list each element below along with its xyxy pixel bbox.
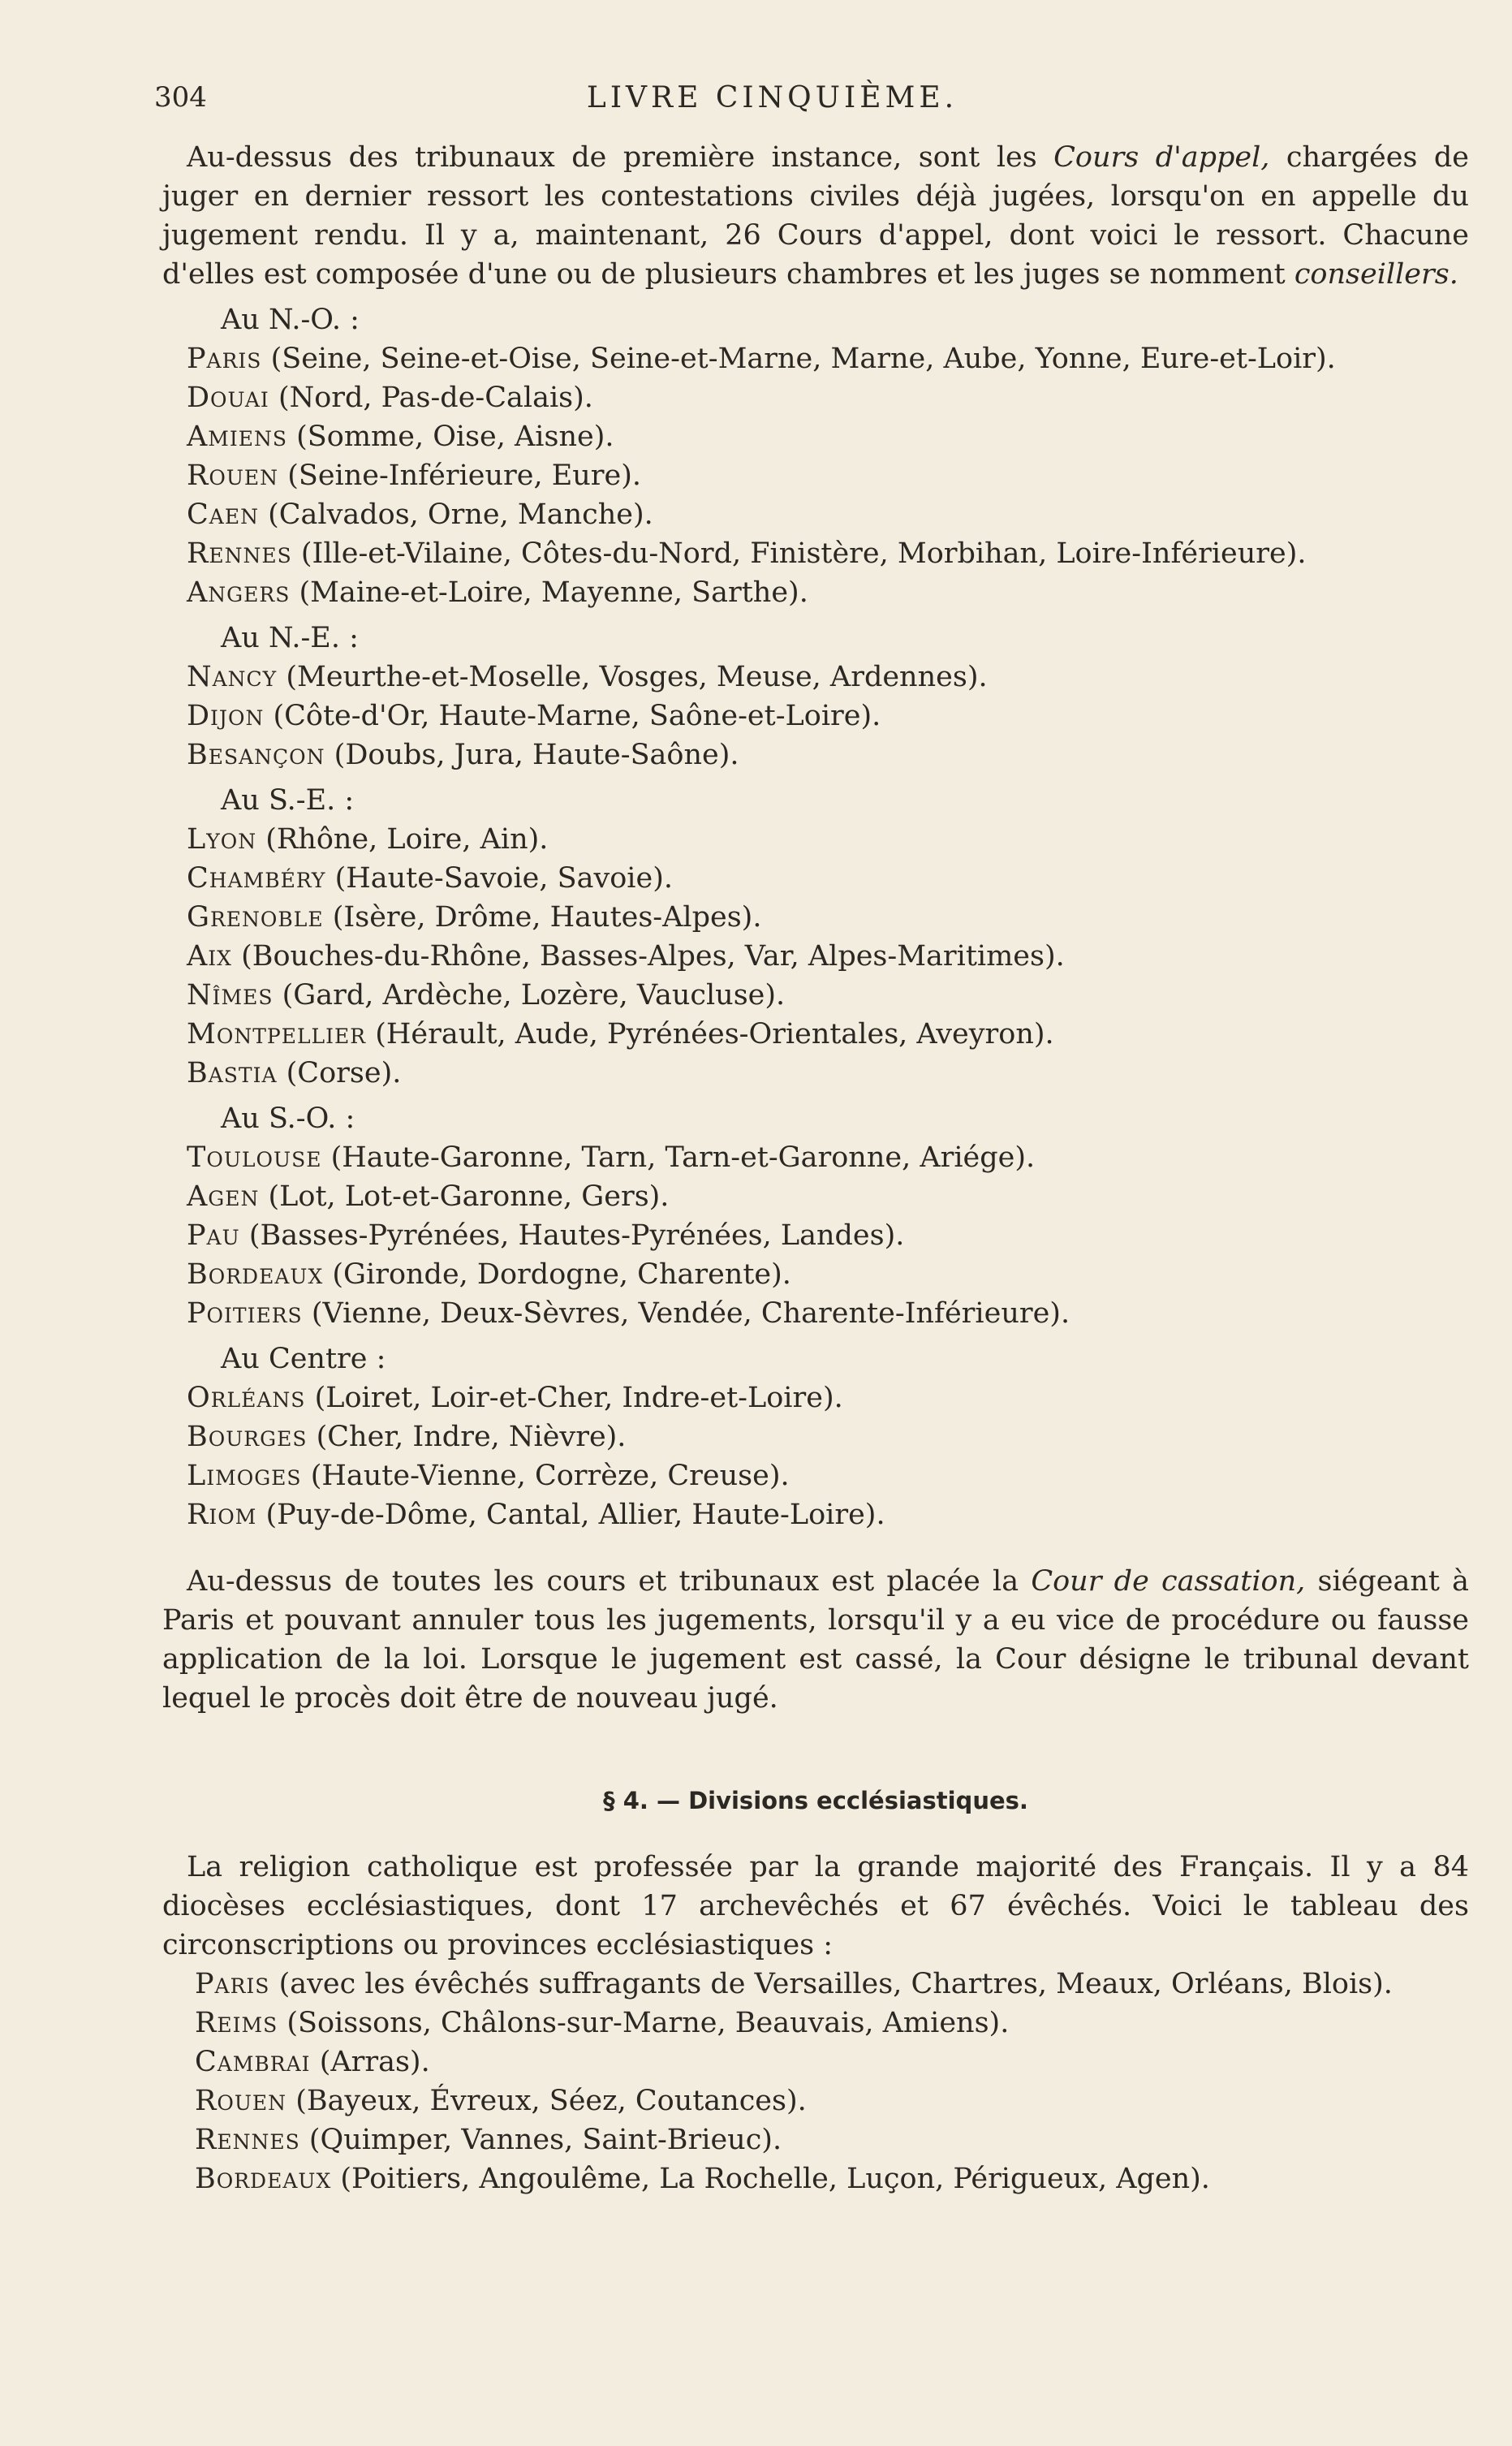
court-city: Bastia <box>187 1057 278 1089</box>
court-entry: Agen (Lot, Lot-et-Garonne, Gers). <box>187 1180 670 1213</box>
court-city: Besançon <box>187 739 325 771</box>
court-city: Dijon <box>187 700 265 732</box>
page-body <box>162 138 1469 2198</box>
court-entry: Orléans (Loiret, Loir-et-Cher, Indre-et-Loire). <box>187 1382 843 1414</box>
page-number: 304 <box>154 81 207 114</box>
court-city: Douai <box>187 382 269 414</box>
court-entry: Poitiers (Vienne, Deux-Sèvres, Vendée, Charente-Inférieure). <box>187 1297 1070 1330</box>
court-entry: Douai (Nord, Pas-de-Calais). <box>187 382 593 414</box>
court-entry: Toulouse (Haute-Garonne, Tarn, Tarn-et-Garonne, Ariége). <box>187 1141 1036 1174</box>
court-city: Angers <box>187 576 291 609</box>
province-entry: Rouen (Bayeux, Évreux, Séez, Coutances). <box>195 2085 807 2117</box>
cassation-paragraph: Au-dessus de toutes les cours et tribunaux est placée la Cour de cassation, siégeant à Paris et pouvant annuler tous les jugements, lorsqu'il y a eu vice de procédure ou fausse application de la loi. Lorsque le jugement est cassé, la Cour désigne le tribunal devant lequel le procès doit être de nouveau jugé. <box>162 1565 1470 1715</box>
court-city: Rennes <box>187 537 292 570</box>
court-city: Poitiers <box>187 1297 303 1330</box>
court-entry: Aix (Bouches-du-Rhône, Basses-Alpes, Var, Alpes-Maritimes). <box>187 940 1065 973</box>
court-city: Paris <box>187 343 262 375</box>
region-heading: Au N.-E. : <box>221 622 359 654</box>
province-city: Bordeaux <box>195 2163 332 2195</box>
running-title: LIVRE CINQUIÈME. <box>586 81 958 114</box>
court-entry: Pau (Basses-Pyrénées, Hautes-Pyrénées, Landes). <box>187 1219 905 1252</box>
ecclesiastical-paragraph: La religion catholique est professée par la grande majorité des Français. Il y a 84 diocèses ecclésiastiques, dont 17 archevêchés et 67 évêchés. Voici le tableau des circonscriptions ou provinces ecclésiastiques : <box>162 1851 1469 1961</box>
province-city: Rouen <box>195 2085 287 2117</box>
court-entry: Rennes (Ille-et-Vilaine, Côtes-du-Nord, Finistère, Morbihan, Loire-Inférieure). <box>187 537 1307 570</box>
court-city: Bourges <box>187 1421 308 1453</box>
section-heading: § 4. — Divisions ecclésiastiques. <box>603 1787 1028 1814</box>
court-city: Orléans <box>187 1382 306 1414</box>
court-entry: Angers (Maine-et-Loire, Mayenne, Sarthe). <box>187 576 808 609</box>
court-city: Limoges <box>187 1460 302 1492</box>
term-cours-appel: Cours d'appel, <box>1053 141 1270 174</box>
court-city: Agen <box>187 1180 260 1213</box>
court-city: Riom <box>187 1499 257 1531</box>
term-conseillers: conseillers. <box>1294 258 1458 291</box>
province-list <box>162 1965 1469 2198</box>
term-cour-cassation: Cour de cassation, <box>1031 1565 1306 1598</box>
court-entry: Riom (Puy-de-Dôme, Cantal, Allier, Haute-Loire). <box>187 1499 885 1531</box>
court-list <box>162 1378 1469 1534</box>
court-list <box>162 658 1469 774</box>
court-city: Chambéry <box>187 862 326 895</box>
province-entry: Cambrai (Arras). <box>195 2046 430 2078</box>
province-entry: Rennes (Quimper, Vannes, Saint-Brieuc). <box>195 2124 782 2156</box>
court-city: Pau <box>187 1219 240 1252</box>
court-entry: Lyon (Rhône, Loire, Ain). <box>187 823 549 856</box>
region-heading: Au N.-O. : <box>221 304 360 336</box>
court-list <box>162 1138 1469 1333</box>
court-city: Aix <box>187 940 232 973</box>
region-heading: Au S.-O. : <box>221 1102 355 1135</box>
court-entry: Grenoble (Isère, Drôme, Hautes-Alpes). <box>187 901 762 934</box>
province-city: Cambrai <box>195 2046 311 2078</box>
court-city: Rouen <box>187 459 279 492</box>
court-entry: Bastia (Corse). <box>187 1057 402 1089</box>
court-city: Toulouse <box>187 1141 322 1174</box>
region-heading: Au Centre : <box>221 1343 386 1375</box>
court-city: Bordeaux <box>187 1258 324 1291</box>
intro-paragraph: Au-dessus des tribunaux de première instance, sont les Cours d'appel, chargées de juger en dernier ressort les contestations civiles déjà jugées, lorsqu'on en appelle du jugement rendu. Il y a, maintenant, 26 Cours d'appel, dont voici le ressort. Chacune d'elles est composée d'une ou de plusieurs chambres et les juges se nomment conseillers. <box>162 141 1469 291</box>
court-entry: Caen (Calvados, Orne, Manche). <box>187 498 653 531</box>
court-entry: Dijon (Côte-d'Or, Haute-Marne, Saône-et-Loire). <box>187 700 881 732</box>
region-heading: Au S.-E. : <box>221 784 355 817</box>
court-entry: Bordeaux (Gironde, Dordogne, Charente). <box>187 1258 791 1291</box>
province-city: Rennes <box>195 2124 300 2156</box>
court-city: Nancy <box>187 661 278 693</box>
court-entry: Limoges (Haute-Vienne, Corrèze, Creuse). <box>187 1460 790 1492</box>
province-city: Paris <box>195 1968 270 2000</box>
court-city: Amiens <box>187 421 288 453</box>
court-entry: Rouen (Seine-Inférieure, Eure). <box>187 459 642 492</box>
court-city: Lyon <box>187 823 257 856</box>
court-city: Grenoble <box>187 901 324 934</box>
province-city: Reims <box>195 2007 278 2039</box>
court-entry: Bourges (Cher, Indre, Nièvre). <box>187 1421 627 1453</box>
court-city: Montpellier <box>187 1018 367 1050</box>
court-entry: Amiens (Somme, Oise, Aisne). <box>187 421 614 453</box>
court-entry: Nancy (Meurthe-et-Moselle, Vosges, Meuse, Ardennes). <box>187 661 988 693</box>
court-entry: Paris (Seine, Seine-et-Oise, Seine-et-Marne, Marne, Aube, Yonne, Eure-et-Loir). <box>187 343 1336 375</box>
court-entry: Besançon (Doubs, Jura, Haute-Saône). <box>187 739 739 771</box>
court-entry: Montpellier (Hérault, Aude, Pyrénées-Orientales, Aveyron). <box>187 1018 1054 1050</box>
court-list <box>162 820 1469 1093</box>
province-entry: Bordeaux (Poitiers, Angoulême, La Rochelle, Luçon, Périgueux, Agen). <box>195 2163 1210 2195</box>
court-list <box>162 339 1469 612</box>
court-entry: Nîmes (Gard, Ardèche, Lozère, Vaucluse). <box>187 979 786 1012</box>
court-city: Caen <box>187 498 259 531</box>
province-entry: Paris (avec les évêchés suffragants de Versailles, Chartres, Meaux, Orléans, Blois). <box>195 1968 1393 2000</box>
province-entry: Reims (Soissons, Châlons-sur-Marne, Beauvais, Amiens). <box>195 2007 1010 2039</box>
court-entry: Chambéry (Haute-Savoie, Savoie). <box>187 862 673 895</box>
court-city: Nîmes <box>187 979 274 1012</box>
page-header <box>154 81 1390 130</box>
